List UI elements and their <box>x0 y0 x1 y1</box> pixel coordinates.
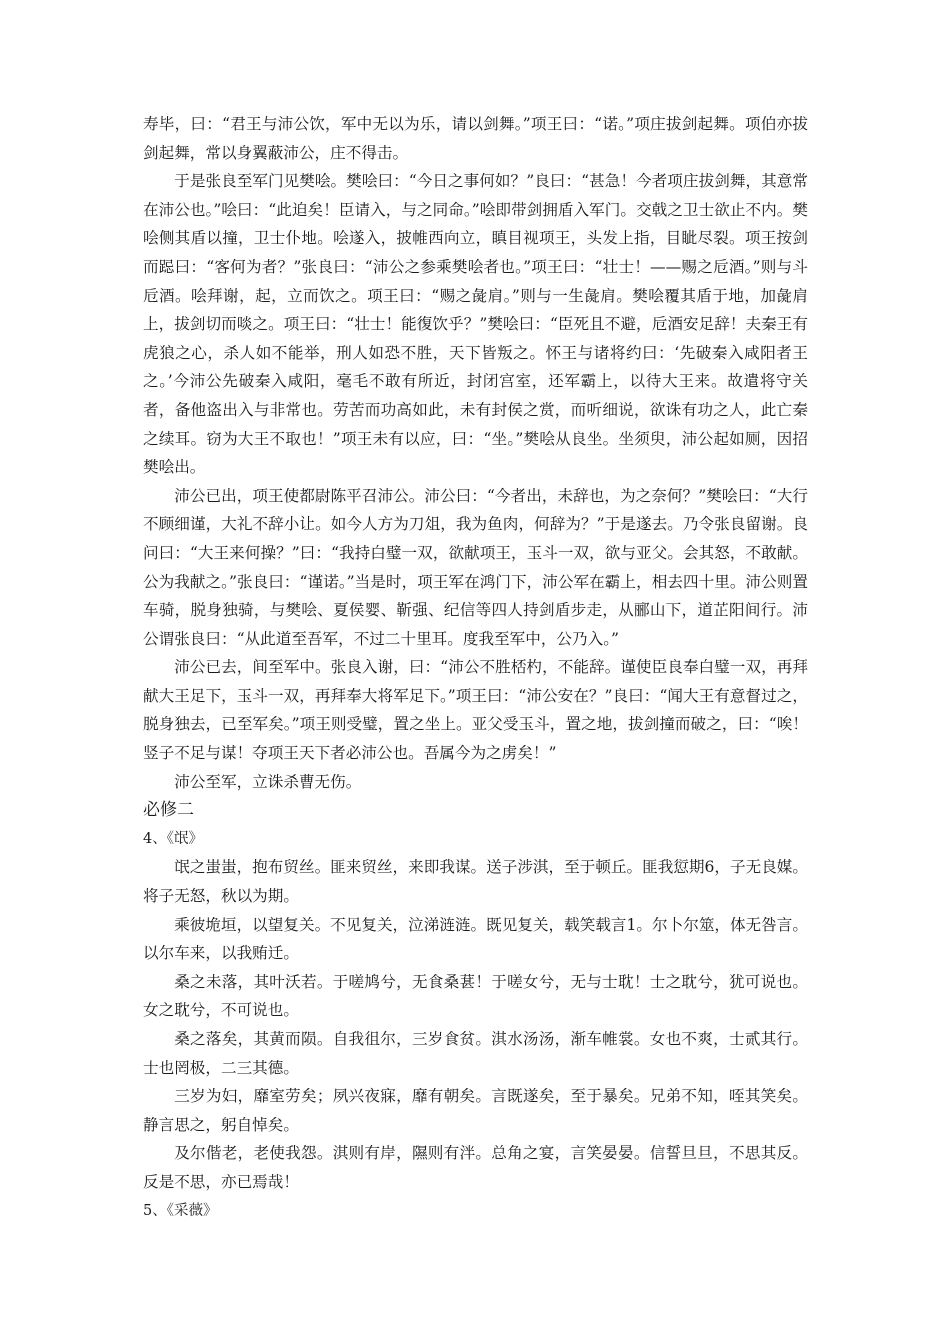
poem-stanza: 桑之落矣，其黄而陨。自我徂尔，三岁食贫。淇水汤汤，渐车帷裳。女也不爽，士贰其行。士也罔极，二三其德。 <box>143 1030 808 1077</box>
item-title-5: 5、《采薇》 <box>143 1202 218 1219</box>
poem-stanza: 及尔偕老，老使我怨。淇则有岸，隰则有泮。总角之宴，言笑晏晏。信誓旦旦，不思其反。反是不思，亦已焉哉！ <box>143 1144 808 1191</box>
paragraph: 寿毕，曰：“君王与沛公饮，军中无以为乐，请以剑舞。”项王曰：“诺。”项庄拔剑起舞。项伯亦拔剑起舞，常以身翼蔽沛公，庄不得击。 <box>143 115 808 162</box>
paragraph: 于是张良至军门见樊哙。樊哙曰：“今日之事何如？”良曰：“甚急！今者项庄拔剑舞，其意常在沛公也。”哙曰：“此迫矣！臣请入，与之同命。”哙即带剑拥盾入军门。交戟之卫士欲止不内。樊哙侧其盾以撞，卫士仆地。哙遂入，披帷西向立，瞋目视项王，头发上指，目眦尽裂。项王按剑而跽曰：“客何为者？”张良曰：“沛公之参乘樊哙者也。”项王曰：“壮士！——赐之卮酒。”则与斗卮酒。哙拜谢，起，立而饮之。项王曰：“赐之彘肩。”则与一生彘肩。樊哙覆其盾于地，加彘肩上，拔剑切而啖之。项王曰：“壮士！能復饮乎？”樊哙曰：“臣死且不避，卮酒安足辞！夫秦王有虎狼之心，杀人如不能举，刑人如恐不胜，天下皆叛之。怀王与诸将约曰：‘先破秦入咸阳者王之。’今沛公先破秦入咸阳，毫毛不敢有所近，封闭宫室，还军霸上，以待大王来。故遣将守关者，备他盗出入与非常也。劳苦而功高如此，未有封侯之赏，而听细说，欲诛有功之人，此亡秦之续耳。窃为大王不取也！”项王未有以应，曰：“坐。”樊哙从良坐。坐须臾，沛公起如厕，因招樊哙出。 <box>143 172 808 477</box>
poem-stanza: 乘彼垝垣，以望复关。不见复关，泣涕涟涟。既见复关，载笑载言1。尔卜尔筮，体无咎言。以尔车来，以我贿迁。 <box>143 915 808 963</box>
section-title: 必修二 <box>143 800 194 821</box>
document-page <box>143 110 808 1225</box>
poem-stanza: 三岁为妇，靡室劳矣；夙兴夜寐，靡有朝矣。言既遂矣，至于暴矣。兄弟不知，咥其笑矣。静言思之，躬自悼矣。 <box>143 1087 808 1134</box>
paragraph: 沛公已出，项王使都尉陈平召沛公。沛公曰：“今者出，未辞也，为之奈何？”樊哙曰：“大行不顾细谨，大礼不辞小让。如今人方为刀俎，我为鱼肉，何辞为？”于是遂去。乃令张良留谢。良问曰：“大王来何操？”曰：“我持白璧一双，欲献项王，玉斗一双，欲与亚父。会其怒，不敢献。公为我献之。”张良曰：“谨诺。”当是时，项王军在鸿门下，沛公军在霸上，相去四十里。沛公则置车骑，脱身独骑，与樊哙、夏侯婴、靳强、纪信等四人持剑盾步走，从郦山下，道芷阳间行。沛公谓张良曰：“从此道至吾军，不过二十里耳。度我至军中，公乃入。” <box>143 486 808 648</box>
poem-stanza: 桑之未落，其叶沃若。于嗟鸠兮，无食桑葚！于嗟女兮，无与士耽！士之耽兮，犹可说也。女之耽兮，不可说也。 <box>143 972 808 1020</box>
item-title-4: 4、《氓》 <box>143 830 203 847</box>
paragraph: 沛公至军，立诛杀曹无伤。 <box>174 772 362 791</box>
poem-stanza: 氓之蚩蚩，抱布贸丝。匪来贸丝，来即我谋。送子涉淇，至于顿丘。匪我愆期6，子无良媒。将子无怒，秋以为期。 <box>143 858 808 906</box>
paragraph: 沛公已去，间至军中。张良入谢，曰：“沛公不胜桮杓，不能辞。谨使臣良奉白璧一双，再拜献大王足下，玉斗一双，再拜奉大将军足下。”项王曰：“沛公安在？”良曰：“闻大王有意督过之，脱身独去，已至军矣。”项王则受璧，置之坐上。亚父受玉斗，置之地，拔剑撞而破之，曰：“唉！竖子不足与谋！夺项王天下者必沛公也。吾属今为之虏矣！” <box>143 658 808 763</box>
